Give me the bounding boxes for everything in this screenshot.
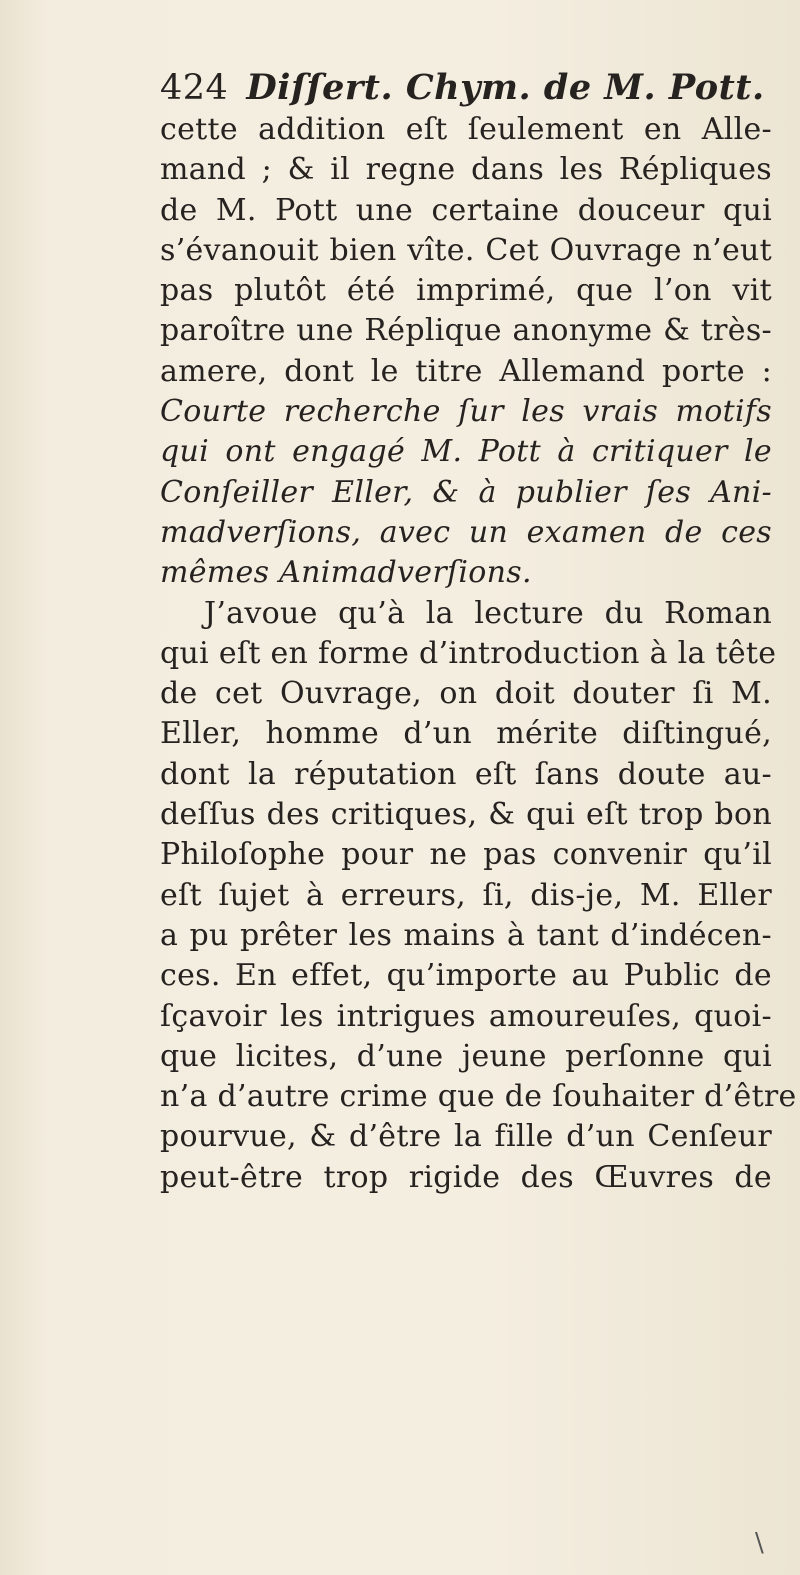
text-line: que licites, d’une jeune perſonne qui [160, 1038, 772, 1074]
text-line: qui eſt en forme d’introduction à la tête [160, 635, 777, 671]
italic-title-line: Conſeiller Eller, & à publier ſes Ani- [160, 474, 772, 510]
text-line: pourvue, & d’être la fille d’un Cenſeur [160, 1119, 772, 1155]
text-line: pas plutôt été imprimé, que l’on vit [160, 273, 772, 309]
text-line: a pu prêter les mains à tant d’indécen- [160, 917, 772, 953]
text-line: n’a d’autre crime que de ſouhaiter d’être [160, 1079, 797, 1115]
text-line: mand ; & il regne dans les Répliques [160, 152, 772, 188]
text-line: ces. En effet, qu’importe au Public de [160, 958, 772, 994]
paragraph-start-line: J’avoue qu’à la lecture du Roman [204, 595, 772, 631]
text-line: dont la réputation eſt ſans doute au- [160, 756, 772, 792]
text-block [160, 67, 797, 1198]
running-title: Diſſert. Chym. de M. Pott. [246, 67, 765, 108]
page-number: 424 [160, 68, 229, 108]
italic-title-line: qui ont engagé M. Pott à critiquer le [160, 434, 772, 470]
text-line: de M. Pott une certaine douceur qui [160, 192, 772, 228]
text-line: de cet Ouvrage, on doit douter ſi M. [160, 676, 772, 712]
text-line: Eller, homme d’un mérite diſtingué, [160, 716, 772, 752]
italic-title-line: madverſions, avec un examen de ces [160, 514, 772, 550]
text-line: eſt ſujet à erreurs, ſi, dis-je, M. Eller [160, 877, 772, 913]
text-line: Philoſophe pour ne pas convenir qu’il [160, 837, 772, 873]
running-header [160, 68, 772, 110]
margin-mark: \ [755, 1528, 764, 1558]
text-line: paroître une Réplique anonyme & très- [160, 313, 772, 349]
text-line: s’évanouit bien vîte. Cet Ouvrage n’eut [160, 232, 772, 268]
text-line: cette addition eſt ſeulement en Alle- [160, 112, 772, 147]
text-line: deſſus des critiques, & qui eſt trop bon [160, 797, 772, 833]
text-line: amere, dont le titre Allemand porte : [160, 353, 772, 389]
italic-title-line: mêmes Animadverſions. [160, 555, 532, 591]
text-line: ſçavoir les intrigues amoureuſes, quoi- [160, 998, 772, 1034]
text-line: peut-être trop rigide des Œuvres de [160, 1159, 772, 1195]
italic-title-line: Courte recherche ſur les vrais motifs [160, 394, 772, 430]
